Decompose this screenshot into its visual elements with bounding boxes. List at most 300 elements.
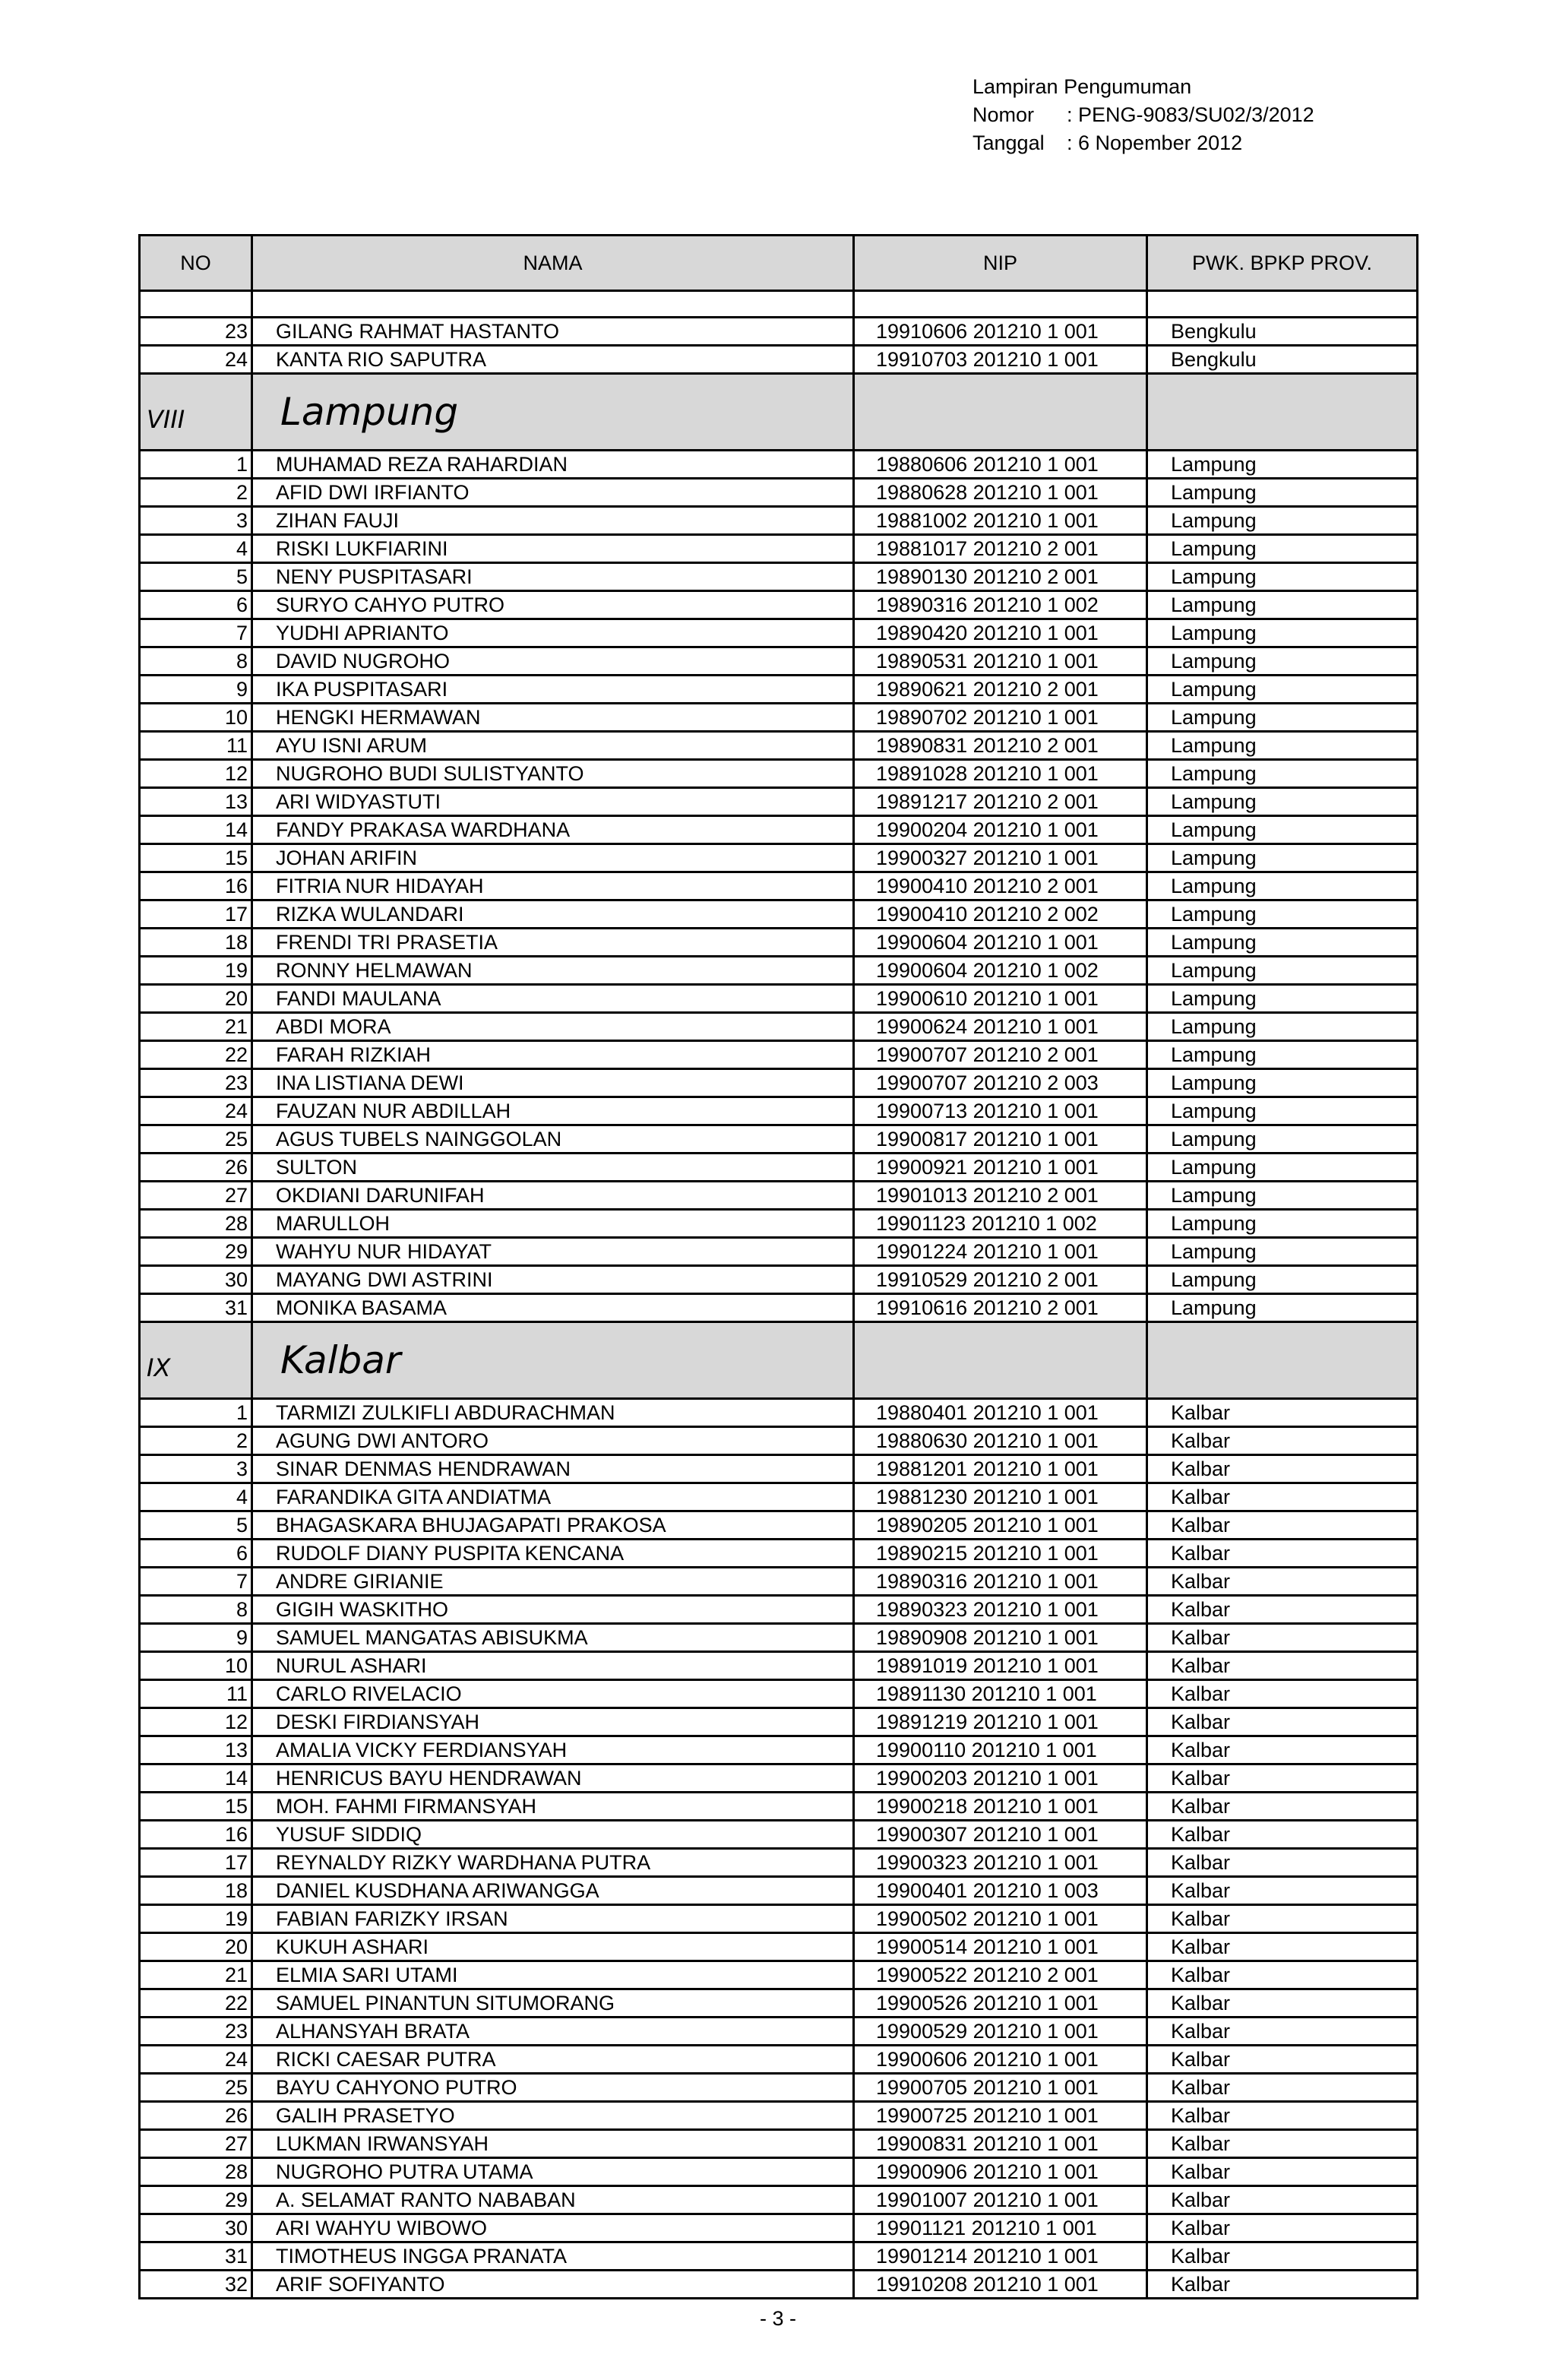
header-tanggal — [972, 129, 1314, 157]
row-nama: FARANDIKA GITA ANDIATMA — [252, 1483, 854, 1511]
row-no: 27 — [140, 2130, 252, 2158]
row-nip: 19910529 201210 2 001 — [854, 1266, 1147, 1294]
row-no: 21 — [140, 1961, 252, 1989]
table-row — [140, 1989, 1418, 2018]
column-header-no: NO — [140, 236, 252, 291]
row-nip: 19900921 201210 1 001 — [854, 1154, 1147, 1182]
table-row — [140, 2046, 1418, 2074]
row-nip: 19880630 201210 1 001 — [854, 1427, 1147, 1455]
table-row — [140, 563, 1418, 591]
row-nip: 19900604 201210 1 002 — [854, 957, 1147, 985]
row-nip: 19900410 201210 2 002 — [854, 900, 1147, 929]
table-row — [140, 535, 1418, 563]
row-no: 24 — [140, 346, 252, 374]
row-nip: 19900514 201210 1 001 — [854, 1933, 1147, 1961]
row-pwk: Kalbar — [1147, 1427, 1418, 1455]
row-no: 24 — [140, 2046, 252, 2074]
row-nip: 19880606 201210 1 001 — [854, 451, 1147, 479]
row-nama: MUHAMAD REZA RAHARDIAN — [252, 451, 854, 479]
row-nama: SULTON — [252, 1154, 854, 1182]
row-pwk: Lampung — [1147, 1154, 1418, 1182]
table-row — [140, 1266, 1418, 1294]
row-pwk: Kalbar — [1147, 1821, 1418, 1849]
table-row — [140, 2214, 1418, 2242]
row-pwk: Kalbar — [1147, 1877, 1418, 1905]
section-empty-cell — [854, 1322, 1147, 1399]
table-row — [140, 1511, 1418, 1540]
row-nama: GIGIH WASKITHO — [252, 1596, 854, 1624]
row-pwk: Lampung — [1147, 1125, 1418, 1154]
row-no: 30 — [140, 2214, 252, 2242]
row-nip: 19900707 201210 2 001 — [854, 1041, 1147, 1069]
row-pwk: Kalbar — [1147, 2214, 1418, 2242]
row-no: 9 — [140, 1624, 252, 1652]
row-nip: 19900624 201210 1 001 — [854, 1013, 1147, 1041]
row-no: 17 — [140, 900, 252, 929]
row-pwk: Lampung — [1147, 535, 1418, 563]
row-nip: 19900831 201210 1 001 — [854, 2130, 1147, 2158]
document-header — [972, 73, 1314, 157]
row-nip: 19900526 201210 1 001 — [854, 1989, 1147, 2018]
row-nama: NUGROHO PUTRA UTAMA — [252, 2158, 854, 2186]
row-pwk: Lampung — [1147, 788, 1418, 816]
row-nip: 19890316 201210 1 002 — [854, 591, 1147, 619]
row-nip: 19900529 201210 1 001 — [854, 2018, 1147, 2046]
row-nama: A. SELAMAT RANTO NABABAN — [252, 2186, 854, 2214]
row-pwk: Kalbar — [1147, 1708, 1418, 1736]
section-name: Kalbar — [252, 1322, 854, 1399]
table-header-row — [140, 236, 1418, 291]
row-nama: RIZKA WULANDARI — [252, 900, 854, 929]
row-no: 23 — [140, 1069, 252, 1097]
row-no: 18 — [140, 1877, 252, 1905]
table-row — [140, 985, 1418, 1013]
table-row — [140, 2271, 1418, 2299]
row-nama: FANDY PRAKASA WARDHANA — [252, 816, 854, 844]
table-row — [140, 1877, 1418, 1905]
row-nama: ANDRE GIRIANIE — [252, 1568, 854, 1596]
table-row — [140, 1154, 1418, 1182]
row-nip: 19900110 201210 1 001 — [854, 1736, 1147, 1764]
row-nip: 19900327 201210 1 001 — [854, 844, 1147, 872]
row-no: 4 — [140, 535, 252, 563]
row-nama: GILANG RAHMAT HASTANTO — [252, 318, 854, 346]
row-pwk: Kalbar — [1147, 1905, 1418, 1933]
row-nip: 19900705 201210 1 001 — [854, 2074, 1147, 2102]
row-no: 26 — [140, 2102, 252, 2130]
row-no: 8 — [140, 647, 252, 676]
header-nomor — [972, 101, 1314, 129]
row-nip: 19890420 201210 1 001 — [854, 619, 1147, 647]
row-pwk: Kalbar — [1147, 1764, 1418, 1793]
row-nip: 19900218 201210 1 001 — [854, 1793, 1147, 1821]
row-no: 29 — [140, 2186, 252, 2214]
table-row — [140, 732, 1418, 760]
row-pwk: Lampung — [1147, 591, 1418, 619]
row-nip: 19891019 201210 1 001 — [854, 1652, 1147, 1680]
table-row — [140, 1483, 1418, 1511]
row-no: 32 — [140, 2271, 252, 2299]
column-header-nama: NAMA — [252, 236, 854, 291]
row-pwk: Kalbar — [1147, 1483, 1418, 1511]
row-no: 15 — [140, 844, 252, 872]
table-row — [140, 1568, 1418, 1596]
row-pwk: Lampung — [1147, 676, 1418, 704]
row-pwk: Lampung — [1147, 563, 1418, 591]
row-nip: 19890702 201210 1 001 — [854, 704, 1147, 732]
row-no: 25 — [140, 1125, 252, 1154]
row-nama: AGUS TUBELS NAINGGOLAN — [252, 1125, 854, 1154]
row-pwk: Lampung — [1147, 985, 1418, 1013]
table-row — [140, 1652, 1418, 1680]
row-nama: HENRICUS BAYU HENDRAWAN — [252, 1764, 854, 1793]
table-row — [140, 1238, 1418, 1266]
row-no: 15 — [140, 1793, 252, 1821]
row-pwk: Lampung — [1147, 844, 1418, 872]
row-no: 7 — [140, 619, 252, 647]
row-pwk: Kalbar — [1147, 2130, 1418, 2158]
blank-row — [140, 291, 1418, 318]
table-body — [140, 291, 1418, 2299]
row-nama: FABIAN FARIZKY IRSAN — [252, 1905, 854, 1933]
row-nip: 19881002 201210 1 001 — [854, 507, 1147, 535]
table-row — [140, 760, 1418, 788]
row-nip: 19900817 201210 1 001 — [854, 1125, 1147, 1154]
row-nip: 19900725 201210 1 001 — [854, 2102, 1147, 2130]
row-no: 21 — [140, 1013, 252, 1041]
row-nama: RONNY HELMAWAN — [252, 957, 854, 985]
row-nama: DESKI FIRDIANSYAH — [252, 1708, 854, 1736]
table-row — [140, 1455, 1418, 1483]
row-no: 7 — [140, 1568, 252, 1596]
row-pwk: Lampung — [1147, 957, 1418, 985]
row-nama: MONIKA BASAMA — [252, 1294, 854, 1322]
row-nama: YUSUF SIDDIQ — [252, 1821, 854, 1849]
row-pwk: Lampung — [1147, 1041, 1418, 1069]
table-row — [140, 929, 1418, 957]
row-pwk: Kalbar — [1147, 2102, 1418, 2130]
row-nama: SURYO CAHYO PUTRO — [252, 591, 854, 619]
row-nama: ABDI MORA — [252, 1013, 854, 1041]
row-no: 6 — [140, 1540, 252, 1568]
table-row — [140, 1210, 1418, 1238]
row-nip: 19890323 201210 1 001 — [854, 1596, 1147, 1624]
row-no: 23 — [140, 318, 252, 346]
section-empty-cell — [854, 374, 1147, 451]
row-nip: 19900307 201210 1 001 — [854, 1821, 1147, 1849]
row-no: 14 — [140, 816, 252, 844]
row-pwk: Lampung — [1147, 619, 1418, 647]
section-name: Lampung — [252, 374, 854, 451]
row-no: 10 — [140, 1652, 252, 1680]
row-nama: SAMUEL MANGATAS ABISUKMA — [252, 1624, 854, 1652]
row-nama: SINAR DENMAS HENDRAWAN — [252, 1455, 854, 1483]
row-nama: MOH. FAHMI FIRMANSYAH — [252, 1793, 854, 1821]
row-nip: 19900522 201210 2 001 — [854, 1961, 1147, 1989]
row-nip: 19890908 201210 1 001 — [854, 1624, 1147, 1652]
column-header-pwk: PWK. BPKP PROV. — [1147, 236, 1418, 291]
table-row — [140, 1961, 1418, 1989]
row-pwk: Kalbar — [1147, 1455, 1418, 1483]
row-no: 24 — [140, 1097, 252, 1125]
tanggal-value: : 6 Nopember 2012 — [1067, 131, 1243, 154]
row-no: 2 — [140, 1427, 252, 1455]
row-no: 22 — [140, 1989, 252, 2018]
row-pwk: Kalbar — [1147, 1511, 1418, 1540]
table-row — [140, 1764, 1418, 1793]
row-no: 20 — [140, 1933, 252, 1961]
row-no: 31 — [140, 2242, 252, 2271]
table-row — [140, 1013, 1418, 1041]
row-nama: BHAGASKARA BHUJAGAPATI PRAKOSA — [252, 1511, 854, 1540]
row-pwk: Lampung — [1147, 647, 1418, 676]
table-row — [140, 1399, 1418, 1427]
row-nama: AYU ISNI ARUM — [252, 732, 854, 760]
row-nip: 19910703 201210 1 001 — [854, 346, 1147, 374]
row-pwk: Lampung — [1147, 479, 1418, 507]
table-row — [140, 816, 1418, 844]
row-pwk: Lampung — [1147, 929, 1418, 957]
row-nip: 19880628 201210 1 001 — [854, 479, 1147, 507]
row-nama: RUDOLF DIANY PUSPITA KENCANA — [252, 1540, 854, 1568]
row-no: 25 — [140, 2074, 252, 2102]
row-nama: DAVID NUGROHO — [252, 647, 854, 676]
row-no: 13 — [140, 788, 252, 816]
row-nip: 19890831 201210 2 001 — [854, 732, 1147, 760]
table-row — [140, 1294, 1418, 1322]
nomor-value: : PENG-9083/SU02/3/2012 — [1067, 103, 1314, 126]
row-pwk: Lampung — [1147, 1294, 1418, 1322]
row-no: 3 — [140, 507, 252, 535]
row-nama: AMALIA VICKY FERDIANSYAH — [252, 1736, 854, 1764]
row-nip: 19880401 201210 1 001 — [854, 1399, 1147, 1427]
row-pwk: Kalbar — [1147, 2074, 1418, 2102]
row-no: 23 — [140, 2018, 252, 2046]
row-nama: LUKMAN IRWANSYAH — [252, 2130, 854, 2158]
row-no: 3 — [140, 1455, 252, 1483]
row-pwk: Kalbar — [1147, 1933, 1418, 1961]
row-no: 13 — [140, 1736, 252, 1764]
row-nip: 19910208 201210 1 001 — [854, 2271, 1147, 2299]
row-pwk: Lampung — [1147, 1210, 1418, 1238]
row-nama: MAYANG DWI ASTRINI — [252, 1266, 854, 1294]
row-nama: ARIF SOFIYANTO — [252, 2271, 854, 2299]
tanggal-label: Tanggal — [972, 131, 1045, 154]
row-nama: MARULLOH — [252, 1210, 854, 1238]
table-row — [140, 872, 1418, 900]
row-nama: TARMIZI ZULKIFLI ABDURACHMAN — [252, 1399, 854, 1427]
row-pwk: Kalbar — [1147, 1793, 1418, 1821]
row-no: 12 — [140, 760, 252, 788]
row-nip: 19910616 201210 2 001 — [854, 1294, 1147, 1322]
table-row — [140, 1821, 1418, 1849]
row-nama: JOHAN ARIFIN — [252, 844, 854, 872]
row-pwk: Lampung — [1147, 451, 1418, 479]
table-row — [140, 619, 1418, 647]
table-row — [140, 1182, 1418, 1210]
row-nip: 19901224 201210 1 001 — [854, 1238, 1147, 1266]
row-nama: FITRIA NUR HIDAYAH — [252, 872, 854, 900]
table-row — [140, 1097, 1418, 1125]
row-pwk: Kalbar — [1147, 2018, 1418, 2046]
header-title: Lampiran Pengumuman — [972, 75, 1192, 98]
row-nama: ARI WIDYASTUTI — [252, 788, 854, 816]
row-pwk: Kalbar — [1147, 2046, 1418, 2074]
row-nip: 19900204 201210 1 001 — [854, 816, 1147, 844]
row-nip: 19900502 201210 1 001 — [854, 1905, 1147, 1933]
row-nip: 19890531 201210 1 001 — [854, 647, 1147, 676]
row-no: 9 — [140, 676, 252, 704]
row-nama: OKDIANI DARUNIFAH — [252, 1182, 854, 1210]
table-row — [140, 451, 1418, 479]
row-pwk: Lampung — [1147, 1238, 1418, 1266]
row-nama: ELMIA SARI UTAMI — [252, 1961, 854, 1989]
row-nama: BAYU CAHYONO PUTRO — [252, 2074, 854, 2102]
section-header-row — [140, 374, 1418, 451]
row-nip: 19900906 201210 1 001 — [854, 2158, 1147, 2186]
row-nip: 19901214 201210 1 001 — [854, 2242, 1147, 2271]
row-nama: SAMUEL PINANTUN SITUMORANG — [252, 1989, 854, 2018]
row-no: 19 — [140, 1905, 252, 1933]
table-row — [140, 1905, 1418, 1933]
row-nip: 19891028 201210 1 001 — [854, 760, 1147, 788]
row-nama: YUDHI APRIANTO — [252, 619, 854, 647]
row-pwk: Lampung — [1147, 816, 1418, 844]
row-pwk: Bengkulu — [1147, 318, 1418, 346]
row-no: 12 — [140, 1708, 252, 1736]
row-nip: 19901007 201210 1 001 — [854, 2186, 1147, 2214]
row-nama: RICKI CAESAR PUTRA — [252, 2046, 854, 2074]
row-pwk: Kalbar — [1147, 2186, 1418, 2214]
table-row — [140, 591, 1418, 619]
row-nama: KANTA RIO SAPUTRA — [252, 346, 854, 374]
row-no: 16 — [140, 872, 252, 900]
table-row — [140, 1736, 1418, 1764]
table-row — [140, 1849, 1418, 1877]
employee-table — [138, 234, 1418, 2299]
row-no: 18 — [140, 929, 252, 957]
row-nama: INA LISTIANA DEWI — [252, 1069, 854, 1097]
row-pwk: Kalbar — [1147, 2242, 1418, 2271]
row-no: 19 — [140, 957, 252, 985]
row-pwk: Kalbar — [1147, 1568, 1418, 1596]
row-nama: FARAH RIZKIAH — [252, 1041, 854, 1069]
row-nip: 19890205 201210 1 001 — [854, 1511, 1147, 1540]
row-no: 29 — [140, 1238, 252, 1266]
row-nama: AGUNG DWI ANTORO — [252, 1427, 854, 1455]
row-nama: FRENDI TRI PRASETIA — [252, 929, 854, 957]
row-pwk: Lampung — [1147, 760, 1418, 788]
row-nama: NUGROHO BUDI SULISTYANTO — [252, 760, 854, 788]
row-nama: TIMOTHEUS INGGA PRANATA — [252, 2242, 854, 2271]
row-nip: 19910606 201210 1 001 — [854, 318, 1147, 346]
row-no: 6 — [140, 591, 252, 619]
page-number: - 3 - — [759, 2307, 796, 2330]
row-no: 10 — [140, 704, 252, 732]
row-nama: FAUZAN NUR ABDILLAH — [252, 1097, 854, 1125]
row-pwk: Kalbar — [1147, 2158, 1418, 2186]
row-nama: NENY PUSPITASARI — [252, 563, 854, 591]
table-row — [140, 2158, 1418, 2186]
row-pwk: Kalbar — [1147, 1652, 1418, 1680]
row-no: 17 — [140, 1849, 252, 1877]
row-pwk: Lampung — [1147, 704, 1418, 732]
row-nip: 19881230 201210 1 001 — [854, 1483, 1147, 1511]
row-pwk: Bengkulu — [1147, 346, 1418, 374]
table-row — [140, 479, 1418, 507]
row-pwk: Lampung — [1147, 1266, 1418, 1294]
table-row — [140, 1680, 1418, 1708]
row-pwk: Lampung — [1147, 1013, 1418, 1041]
row-nip: 19900323 201210 1 001 — [854, 1849, 1147, 1877]
row-nip: 19890130 201210 2 001 — [854, 563, 1147, 591]
row-nip: 19881201 201210 1 001 — [854, 1455, 1147, 1483]
row-pwk: Lampung — [1147, 900, 1418, 929]
table-row — [140, 2186, 1418, 2214]
row-no: 27 — [140, 1182, 252, 1210]
row-no: 30 — [140, 1266, 252, 1294]
row-nama: NURUL ASHARI — [252, 1652, 854, 1680]
row-nama: FANDI MAULANA — [252, 985, 854, 1013]
table-row — [140, 2074, 1418, 2102]
table-row — [140, 788, 1418, 816]
row-no: 1 — [140, 451, 252, 479]
row-no: 11 — [140, 732, 252, 760]
row-nip: 19891217 201210 2 001 — [854, 788, 1147, 816]
row-nip: 19901121 201210 1 001 — [854, 2214, 1147, 2242]
row-pwk: Lampung — [1147, 507, 1418, 535]
row-nip: 19881017 201210 2 001 — [854, 535, 1147, 563]
row-nip: 19890215 201210 1 001 — [854, 1540, 1147, 1568]
row-no: 5 — [140, 1511, 252, 1540]
table-row — [140, 1624, 1418, 1652]
row-no: 2 — [140, 479, 252, 507]
row-nip: 19900713 201210 1 001 — [854, 1097, 1147, 1125]
row-nama: IKA PUSPITASARI — [252, 676, 854, 704]
table-row — [140, 1041, 1418, 1069]
row-nama: GALIH PRASETYO — [252, 2102, 854, 2130]
table-row — [140, 1708, 1418, 1736]
row-no: 22 — [140, 1041, 252, 1069]
row-pwk: Kalbar — [1147, 1624, 1418, 1652]
row-nip: 19900604 201210 1 001 — [854, 929, 1147, 957]
section-empty-cell — [1147, 1322, 1418, 1399]
table-row — [140, 346, 1418, 374]
row-pwk: Lampung — [1147, 1182, 1418, 1210]
section-empty-cell — [1147, 374, 1418, 451]
table-row — [140, 1793, 1418, 1821]
table-row — [140, 1069, 1418, 1097]
nomor-label: Nomor — [972, 103, 1035, 126]
row-pwk: Lampung — [1147, 732, 1418, 760]
row-no: 1 — [140, 1399, 252, 1427]
row-nama: AFID DWI IRFIANTO — [252, 479, 854, 507]
table-row — [140, 1427, 1418, 1455]
row-pwk: Kalbar — [1147, 1399, 1418, 1427]
row-nip: 19891219 201210 1 001 — [854, 1708, 1147, 1736]
row-nama: HENGKI HERMAWAN — [252, 704, 854, 732]
row-nip: 19901123 201210 1 002 — [854, 1210, 1147, 1238]
row-no: 4 — [140, 1483, 252, 1511]
row-no: 11 — [140, 1680, 252, 1708]
row-nama: KUKUH ASHARI — [252, 1933, 854, 1961]
row-nip: 19890621 201210 2 001 — [854, 676, 1147, 704]
table-row — [140, 647, 1418, 676]
row-no: 28 — [140, 2158, 252, 2186]
row-nip: 19900401 201210 1 003 — [854, 1877, 1147, 1905]
row-nama: WAHYU NUR HIDAYAT — [252, 1238, 854, 1266]
table-row — [140, 1596, 1418, 1624]
